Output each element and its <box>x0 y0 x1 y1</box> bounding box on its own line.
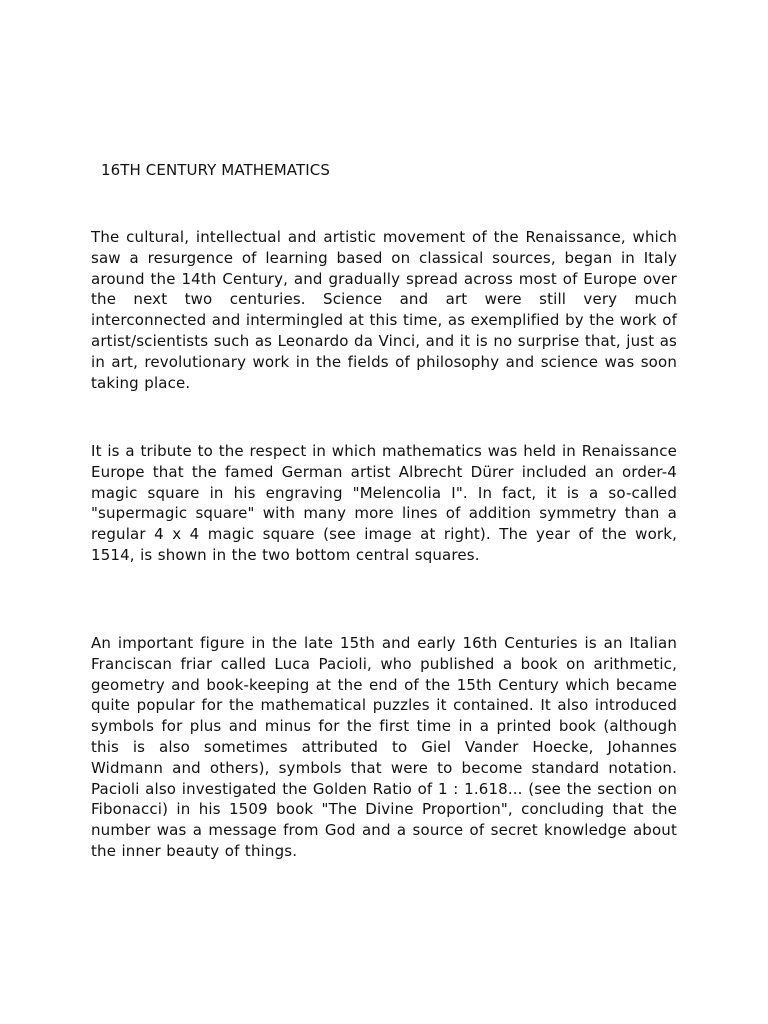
paragraph-renaissance: The cultural, intellectual and artistic movement of the Renaissance, which saw a resurgence of learning based on classical sources, began in Italy around the 14th Century, and gradually spread across most of Europe over the next two centuries. Science and art were still very much interconnected and intermingled at this time, as exemplified by the work of artist/scientists such as Leonardo da Vinci, and it is no surprise that, just as in art, revolutionary work in the fields of philosophy and science was soon taking place. <box>91 228 677 392</box>
paragraph-luca-pacioli: An important figure in the late 15th and early 16th Centuries is an Italian Franciscan friar called Luca Pacioli, who published a book on arithmetic, geometry and book-keeping at the end of the 15th Century which became quite popular for the mathematical puzzles it contained. It also introduced symbols for plus and minus for the first time in a printed book (although this is also sometimes attributed to Giel Vander Hoecke, Johannes Widmann and others), symbols that were to become standard notation. Pacioli also investigated the Golden Ratio of 1 : 1.618... (see the section on Fibonacci) in his 1509 book "The Divine Proportion", concluding that the number was a message from God and a source of secret knowledge about the inner beauty of things. <box>91 634 677 860</box>
document-title: 16TH CENTURY MATHEMATICS <box>101 161 330 179</box>
paragraph-durer-magic-square: It is a tribute to the respect in which mathematics was held in Renaissance Europe that the famed German artist Albrecht Dürer included an order-4 magic square in his engraving "Melencolia I". In fact, it is a so-called "supermagic square" with many more lines of addition symmetry than a regular 4 x 4 magic square (see image at right). The year of the work, 1514, is shown in the two bottom central squares. <box>91 442 677 564</box>
